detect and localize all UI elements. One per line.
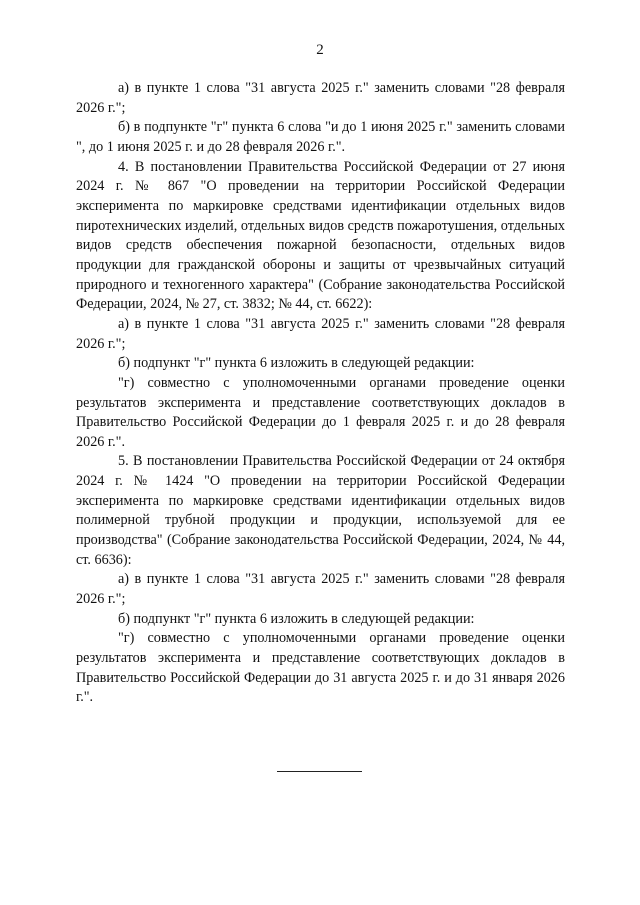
paragraph-item-4b: б) подпункт "г" пункта 6 изложить в следующей редакции:: [118, 355, 475, 372]
paragraph-item-4a: а) в пункте 1 слова "31 августа 2025 г." заменить словами "28 февраля 2026 г.";: [76, 315, 565, 352]
paragraph-item-3b: б) в подпункте "г" пункта 6 слова "и до 1 июня 2025 г." заменить словами ", до 1 июня 2025 г. и до 28 февраля 2026 г.".: [76, 119, 565, 155]
page-number: 2: [316, 42, 324, 58]
paragraph-section-5: 5. В постановлении Правительства Российской Федерации от 24 октября 2024 г. № 1424 "О проведении на территории Российской Федерации эксперимента по маркировке средствами идентификации отдельных видов полимерной трубной продукции и продукции, используемой для ее производства" (Собрание законодательства Российской Федерации, 2024, № 44, ст. 6636):: [76, 453, 565, 568]
footer-divider: [277, 771, 362, 772]
paragraph-item-5a: а) в пункте 1 слова "31 августа 2025 г." заменить словами "28 февраля 2026 г.";: [76, 571, 565, 608]
document-body: [76, 79, 565, 708]
paragraph-section-4: 4. В постановлении Правительства Российской Федерации от 27 июня 2024 г. № 867 "О проведении на территории Российской Федерации эксперимента по маркировке средствами идентификации отдельных видов пиротехнических изделий, отдельных видов средств пожаротушения, отдельных видов средств обеспечения пожарной безопасности, отдельных видов продукции для гражданской обороны и защиты от чрезвычайных ситуаций природного и техногенного характера" (Собрание законодательства Российской Федерации, 2024, № 27, ст. 3832; № 44, ст. 6622):: [76, 158, 565, 313]
paragraph-item-5b: б) подпункт "г" пункта 6 изложить в следующей редакции:: [118, 610, 475, 627]
paragraph-item-4b-text: "г) совместно с уполномоченными органами проведение оценки результатов эксперимента и представление соответствующих докладов в Правительство Российской Федерации до 1 февраля 2025 г. и до 28 февраля 2026 г.".: [76, 374, 565, 450]
paragraph-item-3a: а) в пункте 1 слова "31 августа 2025 г." заменить словами "28 февраля 2026 г.";: [76, 80, 565, 116]
paragraph-item-5b-text: "г) совместно с уполномоченными органами проведение оценки результатов эксперимента и представление соответствующих докладов в Правительство Российской Федерации до 31 августа 2025 г. и до 31 января 2026 г.".: [76, 630, 565, 706]
